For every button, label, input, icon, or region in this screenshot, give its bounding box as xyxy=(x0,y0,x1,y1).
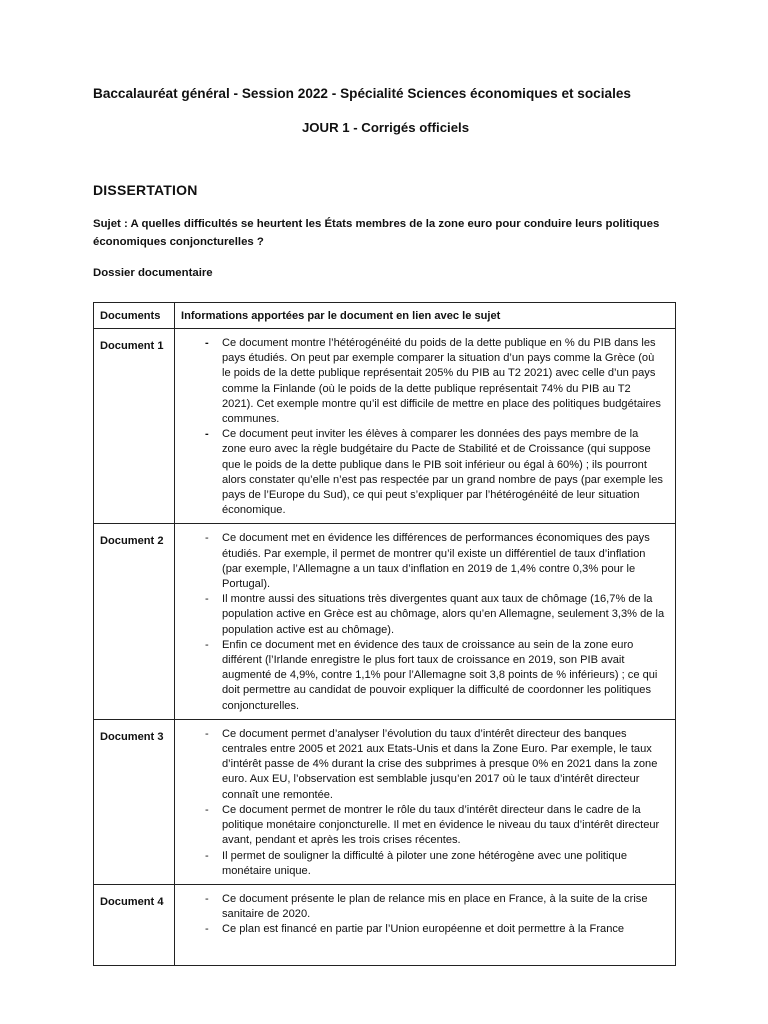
list-item xyxy=(175,727,665,803)
table-row xyxy=(94,329,676,524)
dash-marker: - xyxy=(205,428,209,441)
dossier-label: Dossier documentaire xyxy=(93,267,213,279)
documents-table xyxy=(93,302,676,966)
list-item xyxy=(175,638,665,714)
document-name: Document 3 xyxy=(94,719,175,884)
dash-marker: - xyxy=(205,532,209,545)
subject-line-1: Sujet : A quelles difficultés se heurtent les États membres de la zone euro pour conduire leurs politiques xyxy=(93,218,660,230)
table-row xyxy=(94,884,676,965)
dash-marker: - xyxy=(205,337,209,349)
dash-marker: - xyxy=(205,923,209,936)
bullet-text: Ce document peut inviter les élèves à comparer les données des pays membre de la zone euro avec la règle budgétaire du Pacte de Stabilité et de Croissance (qui suppose que le poids de la dette publique dans le PIB soit inférieur ou égal à 60%) ; ils pourront alors constater qu’elle n’est pas respectée par un grand nombre de pays (par exemple les pays de l’Europe du Sud), ce qui peut s’expliquer par l’hétérogénéité de leur situation économique. xyxy=(222,428,663,517)
list-item xyxy=(175,592,665,638)
document-name: Document 4 xyxy=(94,884,175,965)
bullet-text: Ce document permet d’analyser l’évolution du taux d’intérêt directeur des banques centrales entre 2005 et 2021 aux Etats-Unis et dans la Zone Euro. Par exemple, le taux d’intérêt passe de 4% durant la crise des subprimes à presque 0% en 2021 dans la zone euro. Aux EU, l’observation est semblable jusqu’en 2017 où le taux d’intérêt directeur connaît une remontée. xyxy=(222,727,658,801)
clipped-content xyxy=(175,892,665,938)
dash-marker: - xyxy=(205,849,209,862)
table-row xyxy=(94,524,676,719)
dash-marker: - xyxy=(205,638,209,651)
list-item xyxy=(175,336,665,427)
list-item xyxy=(175,892,665,922)
document-info xyxy=(175,524,676,719)
dash-marker: - xyxy=(205,593,209,606)
document-info xyxy=(175,329,676,524)
bullet-text: Ce plan est financé en partie par l’Union européenne et doit permettre à la France xyxy=(222,923,625,936)
dash-marker: - xyxy=(205,803,209,816)
document-name: Document 1 xyxy=(94,329,175,524)
column-header-documents: Documents xyxy=(94,303,175,329)
document-info xyxy=(175,719,676,884)
dissertation-subject xyxy=(93,215,693,251)
bullet-text: Ce document présente le plan de relance mis en place en France, à la suite de la crise sanitaire de 2020. xyxy=(222,892,648,921)
bullet-list xyxy=(175,531,665,713)
list-item xyxy=(175,803,665,849)
bullet-list xyxy=(175,892,665,938)
document-info xyxy=(175,884,676,965)
bullet-list xyxy=(175,336,665,518)
bullet-text: Ce document permet de montrer le rôle du taux d’intérêt directeur dans le cadre de la politique monétaire conjoncturelle. Il met en évidence le niveau du taux d’intérêt directeur avant, pendant et après les trois crises récentes. xyxy=(222,803,660,847)
list-item xyxy=(175,427,665,518)
subheader-text: JOUR 1 - Corrigés officiels xyxy=(301,120,470,135)
subject-line-2: économiques conjoncturelles ? xyxy=(93,236,264,248)
bullet-text: Il montre aussi des situations très divergentes quant aux taux de chômage (16,7% de la population active en Grèce est au chômage, alors qu’en Allemagne, seulement 3,3% de la population active est au chômage). xyxy=(222,593,665,636)
table-row xyxy=(94,719,676,884)
bullet-text: Enfin ce document met en évidence des taux de croissance au sein de la zone euro différent (l’Irlande enregistre le plus fort taux de croissance en 2019, son PIB avait augmenté de 4,9%, contre 1,1% pour l’Allemagne soit 3,8 points de % inférieurs) ; ce qui doit permettre au candidat de pouvoir expliquer la difficulté de coordonner les politiques conjoncturelles. xyxy=(222,638,658,712)
dash-marker: - xyxy=(205,727,209,740)
list-item xyxy=(175,922,665,937)
document-name: Document 2 xyxy=(94,524,175,719)
column-header-info: Informations apportées par le document en lien avec le sujet xyxy=(175,303,676,329)
bullet-text: Il permet de souligner la difficulté à piloter une zone hétérogène avec une politique monétaire unique. xyxy=(222,849,627,877)
bullet-text: Ce document met en évidence les différences de performances économiques des pays étudiés. Par exemple, il permet de montrer qu’il existe un différentiel de taux d’inflation (par exemple, l’Allemagne a un taux d’inflation en 2019 de 1,4% contre 0,3% pour le Portugal). xyxy=(222,532,650,591)
section-title: DISSERTATION xyxy=(93,182,198,198)
bullet-list xyxy=(175,727,665,879)
table-header-row xyxy=(94,303,676,329)
dash-marker: - xyxy=(205,892,209,905)
exam-subheader xyxy=(0,120,768,135)
bullet-text: Ce document montre l’hétérogénéité du poids de la dette publique en % du PIB dans les pays étudiés. On peut par exemple comparer la situation d’un pays comme la Grèce (où le poids de la dette publique représentait 205% du PIB au T2 2021) avec celle d’un pays comme la Finlande (où le poids de la dette publique représentait 74% du PIB au T2 2021). Cet exemple montre qu’il est difficile de mettre en place des politiques budgétaires communes. xyxy=(222,337,661,426)
exam-header: Baccalauréat général - Session 2022 - Spécialité Sciences économiques et sociales xyxy=(93,86,631,101)
list-item xyxy=(175,849,665,879)
list-item xyxy=(175,531,665,592)
